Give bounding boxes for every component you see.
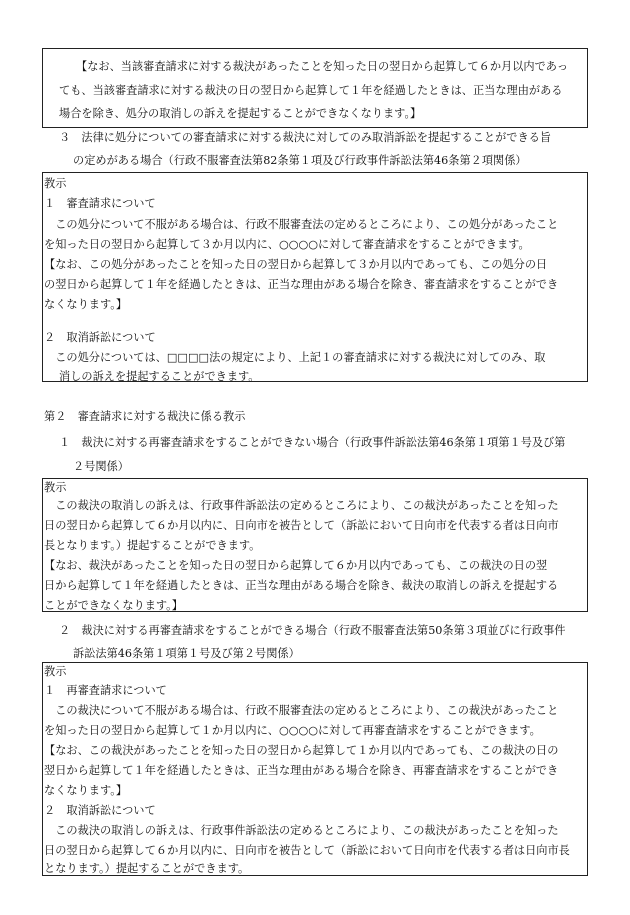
box4-line: 翌日から起算して１年を経過したときは、正当な理由がある場合を除き、再審査請求をすることができ [44, 764, 559, 777]
box4-line: 日の翌日から起算して６か月以内に、日向市を被告として（訴訟において日向市を代表する者は日向市長 [44, 844, 570, 857]
box4-line: を知った日の翌日から起算して１か月以内に、○○○○に対して再審査請求をすることができます。 [44, 724, 541, 737]
box2-line: この処分については、□□□□法の規定により、上記１の審査請求に対する裁決に対してのみ、取 [44, 351, 546, 364]
box2-line: 【なお、この処分があったことを知った日の翌日から起算して３か月以内であっても、この処分の日 [44, 258, 548, 271]
box2-line: なくなります。】 [44, 298, 128, 311]
section-heading: １ 裁決に対する再審査請求をすることができない場合（行政事件訴訟法第46条第１項第１号及び第 [59, 436, 566, 449]
box1-line: 【なお、当該審査請求に対する裁決があったことを知った日の翌日から起算して６か月以内であっ [76, 60, 569, 73]
box2-line: １ 審査請求について [44, 197, 156, 210]
section-title: 第２ 審査請求に対する裁決に係る教示 [44, 410, 246, 423]
box4-line: となります。）提起することができます。 [44, 862, 250, 875]
section-heading: ２ 裁決に対する再審査請求をすることができる場合（行政不服審査法第50条第３項並びに行政事件 [59, 624, 566, 637]
box4-line: この裁決について不服がある場合は、行政不服審査法の定めるところにより、この裁決があったこと [44, 704, 559, 717]
box2-line: この処分について不服がある場合は、行政不服審査法の定めるところにより、この処分があったこと [44, 218, 559, 231]
box3-line: 日から起算して１年を経過したときは、正当な理由がある場合を除き、裁決の取消しの訴えを提起する [44, 579, 559, 592]
box4-line: 【なお、この裁決があったことを知った日の翌日から起算して１か月以内であっても、この裁決の日の [44, 744, 559, 757]
box2-line: の翌日から起算して１年を経過したときは、正当な理由がある場合を除き、審査請求をすることができ [44, 278, 559, 291]
section-heading: ３ 法律に処分についての審査請求に対する裁決に対してのみ取消訴訟を提起することができる旨 [59, 131, 552, 144]
box3-line: 長となります。）提起することができます。 [44, 539, 261, 552]
box1-line: ても、当該審査請求に対する裁決の日の翌日から起算して１年を経過したときは、正当な理由がある [59, 84, 563, 97]
box2-line: を知った日の翌日から起算して３か月以内に、○○○○に対して審査請求をすることができます。 [44, 238, 530, 251]
box3-line: 教示 [44, 481, 67, 494]
box2-line: 教示 [44, 177, 67, 190]
box4-line: この裁決の取消しの訴えは、行政事件訴訟法の定めるところにより、この裁決があったことを知った [44, 824, 559, 837]
box4-line: １ 再審査請求について [44, 684, 167, 697]
box2-line: 消しの訴えを提起することができます。 [59, 370, 260, 383]
box4-line: なくなります。】 [44, 784, 128, 797]
section-heading: ２号関係） [73, 460, 129, 473]
section-heading: の定めがある場合（行政不服審査法第82条第１項及び行政事件訴訟法第46条第２項関係） [73, 154, 527, 167]
box4-line: 教示 [44, 665, 67, 678]
box2-line: ２ 取消訴訟について [44, 331, 156, 344]
box3-line: 【なお、裁決があったことを知った日の翌日から起算して６か月以内であっても、この裁決の日の翌 [44, 559, 548, 572]
box3-line: ことができなくなります。】 [44, 599, 183, 612]
box3-line: 日の翌日から起算して６か月以内に、日向市を被告として（訴訟において日向市を代表する者は日向市 [44, 519, 559, 532]
box4-line: ２ 取消訴訟について [44, 804, 156, 817]
section-heading: 訴訟法第46条第１項第１号及び第２号関係） [73, 647, 300, 660]
box3-line: この裁決の取消しの訴えは、行政事件訴訟法の定めるところにより、この裁決があったことを知った [44, 499, 559, 512]
box1-line: 場合を除き、処分の取消しの訴えを提起することができなくなります。】 [59, 107, 422, 120]
